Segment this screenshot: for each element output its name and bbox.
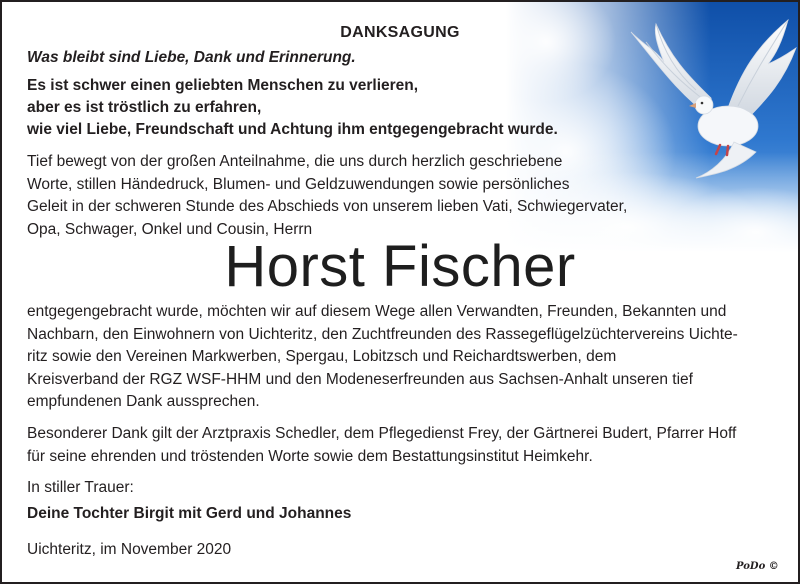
thanks-line: Nachbarn, den Einwohnern von Uichteritz, den Zuchtfreunden des Rassegeflügelzüchtervereins Uichte-: [27, 325, 738, 343]
place-date: Uichteritz, im November 2020: [27, 541, 232, 558]
intro-line: Worte, stillen Händedruck, Blumen- und Geldzuwendungen sowie persönliches: [27, 175, 570, 193]
thanks-line: Kreisverband der RGZ WSF-HHM und den Modeneserfreunden aus Sachsen-Anhalt unseren tief: [27, 370, 693, 388]
intro-paragraph: [27, 151, 627, 241]
special-thanks-paragraph: [27, 423, 736, 468]
motto: Was bleibt sind Liebe, Dank und Erinnerung.: [27, 49, 356, 66]
special-thanks-line: Besonderer Dank gilt der Arztpraxis Schedler, dem Pflegedienst Frey, der Gärtnerei Budert, Pfarrer Hoff: [27, 425, 737, 442]
thanks-line: entgegengebracht wurde, möchten wir auf diesem Wege allen Verwandten, Freunden, Bekannten und: [27, 303, 727, 320]
studio-mark: PoDo ©: [736, 561, 779, 572]
verse: [27, 75, 558, 141]
verse-line: Es ist schwer einen geliebten Menschen zu verlieren,: [27, 77, 419, 94]
thanks-line: empfundenen Dank aussprechen.: [27, 393, 260, 410]
thanks-line: ritz sowie den Vereinen Markwerben, Spergau, Lobitzsch und Reichardtswerben, dem: [27, 348, 617, 365]
intro-line: Tief bewegt von der großen Anteilnahme, die uns durch herzlich geschriebene: [27, 153, 563, 170]
verse-line: wie viel Liebe, Freundschaft und Achtung ihm entgegengebracht wurde.: [27, 121, 558, 138]
special-thanks-line: für seine ehrenden und tröstenden Worte sowie dem Bestattungsinstitut Heimkehr.: [27, 447, 593, 465]
heading: DANKSAGUNG: [340, 24, 460, 41]
mourners: Deine Tochter Birgit mit Gerd und Johannes: [27, 505, 352, 522]
deceased-name: Horst Fischer: [224, 234, 576, 299]
intro-line: Opa, Schwager, Onkel und Cousin, Herrn: [27, 220, 313, 238]
intro-line: Geleit in der schweren Stunde des Abschieds von unserem lieben Vati, Schwiegervater,: [27, 198, 628, 215]
mourning-label: In stiller Trauer:: [27, 479, 134, 496]
thanks-paragraph: [27, 301, 738, 414]
verse-line: aber es ist tröstlich zu erfahren,: [27, 99, 262, 116]
